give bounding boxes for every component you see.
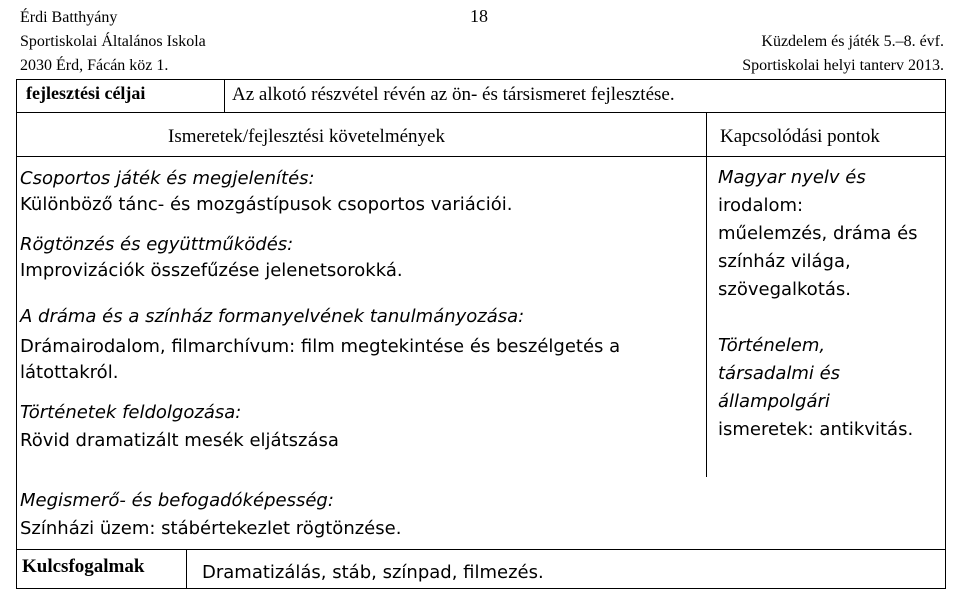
section-title: A dráma és a színház formanyelvének tanulmányozása: xyxy=(20,306,525,327)
column-divider xyxy=(706,112,707,477)
page-number: 18 xyxy=(470,6,488,26)
table-bottom-border xyxy=(16,588,946,589)
goals-text: Az alkotó részvétel révén az ön- és társismeret fejlesztése. xyxy=(232,84,675,105)
school-address: 2030 Érd, Fácán köz 1. xyxy=(20,57,169,74)
section-body: Színházi üzem: stábértekezlet rögtönzése. xyxy=(20,518,402,539)
keywords-top-border xyxy=(16,549,946,550)
school-type: Sportiskolai Általános Iskola xyxy=(20,33,206,50)
connection-subject: Magyar nyelv és xyxy=(718,167,866,188)
curriculum-title: Sportiskolai helyi tanterv 2013. xyxy=(742,57,944,74)
section-body: látottakról. xyxy=(20,362,119,383)
section-title: Rögtönzés és együttműködés: xyxy=(20,234,294,255)
table-left-border xyxy=(16,79,17,589)
section-title: Csoportos játék és megjelenítés: xyxy=(20,168,315,189)
connection-line: irodalom: xyxy=(718,195,804,216)
section-title: Történetek feldolgozása: xyxy=(20,402,242,423)
subject-title: Küzdelem és játék 5.–8. évf. xyxy=(761,33,944,50)
school-name: Érdi Batthyány xyxy=(20,9,118,26)
connection-subject: állampolgári xyxy=(718,391,830,412)
left-column-header: Ismeretek/fejlesztési követelmények xyxy=(168,126,445,147)
connection-line: műelemzés, dráma és xyxy=(718,223,918,244)
section-title: Megismerő- és befogadóképesség: xyxy=(20,490,334,511)
table-right-border xyxy=(945,79,946,589)
goals-divider xyxy=(224,79,225,113)
section-body: Rövid dramatizált mesék eljátszása xyxy=(20,430,339,451)
connection-line: színház világa, xyxy=(718,251,851,272)
header-row-border xyxy=(16,156,946,157)
keywords-text: Dramatizálás, stáb, színpad, filmezés. xyxy=(202,562,544,583)
keywords-divider xyxy=(186,549,187,589)
connection-line: ismeretek: antikvitás. xyxy=(718,419,914,440)
goals-bottom-border xyxy=(16,112,946,113)
right-column-header: Kapcsolódási pontok xyxy=(720,126,880,147)
keywords-label: Kulcsfogalmak xyxy=(22,556,145,577)
connection-line: szövegalkotás. xyxy=(718,279,852,300)
section-body: Improvizációk összefűzése jelenetsorokká. xyxy=(20,260,403,281)
connection-subject: társadalmi és xyxy=(718,363,841,384)
table-top-border xyxy=(16,79,946,80)
section-body: Drámairodalom, filmarchívum: film megtekintése és beszélgetés a xyxy=(20,336,621,357)
section-body: Különböző tánc- és mozgástípusok csoportos variációi. xyxy=(20,194,513,215)
goals-label: fejlesztési céljai xyxy=(26,83,146,103)
connection-subject: Történelem, xyxy=(718,335,826,356)
